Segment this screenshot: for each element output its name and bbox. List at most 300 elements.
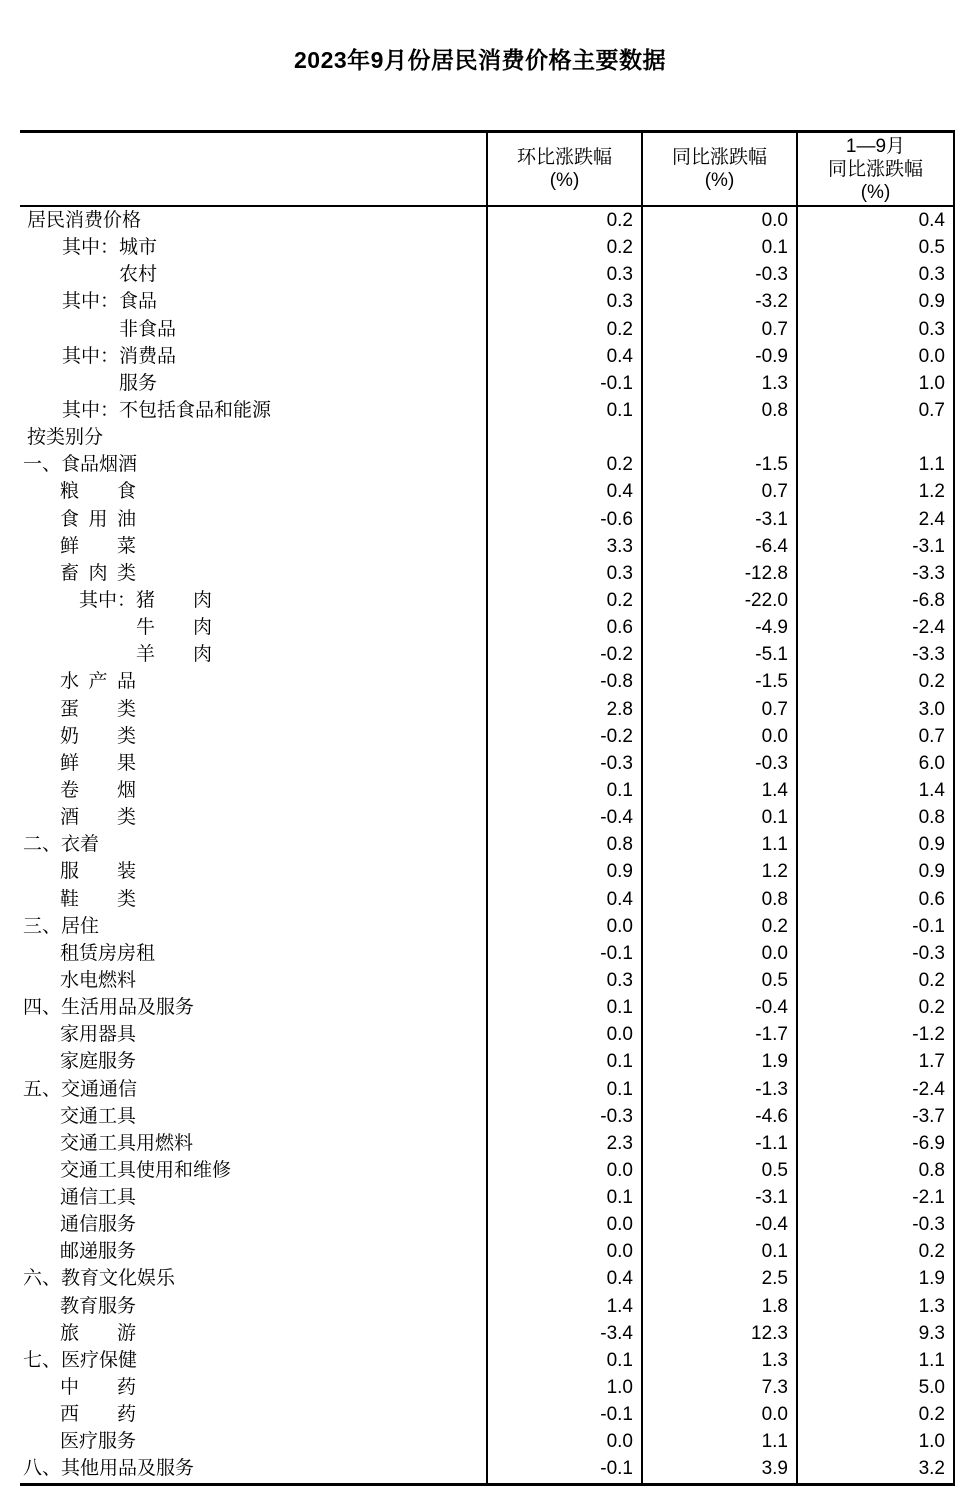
table-row <box>20 641 955 668</box>
table-row <box>20 1238 955 1265</box>
value-cell-ytd: -1.2 <box>796 1021 955 1048</box>
value-cell-yoy: -3.1 <box>641 1184 796 1211</box>
value-cell-mom: -0.1 <box>486 370 641 397</box>
table-row <box>20 994 955 1021</box>
row-label: 羊肉 <box>136 644 213 666</box>
table-row <box>20 1157 955 1184</box>
row-label-cell <box>20 994 486 1021</box>
value-cell-yoy: 0.0 <box>641 723 796 750</box>
row-label-cell <box>20 1374 486 1401</box>
value-cell-mom: 0.4 <box>486 343 641 370</box>
row-label-cell <box>20 343 486 370</box>
value-cell-mom: 2.8 <box>486 696 641 723</box>
value-cell-mom: -0.1 <box>486 1401 641 1428</box>
value-cell-yoy: -6.4 <box>641 533 796 560</box>
row-label: 通信工具 <box>60 1187 137 1209</box>
value-cell-ytd: 2.4 <box>796 506 955 533</box>
value-cell-yoy: -0.3 <box>641 261 796 288</box>
table-row <box>20 1211 955 1238</box>
row-label-cell <box>20 831 486 858</box>
value-cell-yoy: -1.3 <box>641 1076 796 1103</box>
header-mom-cell <box>486 133 641 205</box>
row-label: 按类别分 <box>27 427 104 449</box>
row-label: 农村 <box>119 264 158 286</box>
value-cell-yoy: -5.1 <box>641 641 796 668</box>
value-cell-yoy: -0.9 <box>641 343 796 370</box>
row-label-cell <box>20 804 486 831</box>
value-cell-ytd: 1.1 <box>796 451 955 478</box>
value-cell-ytd: -3.1 <box>796 533 955 560</box>
value-cell-yoy <box>641 424 796 451</box>
row-label-cell <box>20 288 486 315</box>
page-title: 2023年9月份居民消费价格主要数据 <box>294 47 666 73</box>
row-label: 粮食 <box>60 481 136 503</box>
value-cell-mom: 0.0 <box>486 1021 641 1048</box>
row-label-cell <box>20 1238 486 1265</box>
table-row <box>20 1320 955 1347</box>
header-ytd-line2: 同比涨跌幅 <box>827 158 923 180</box>
row-label: 水产品 <box>60 671 136 693</box>
value-cell-yoy: 12.3 <box>641 1320 796 1347</box>
row-label: 二、衣着 <box>23 834 100 856</box>
value-cell-mom: -0.8 <box>486 668 641 695</box>
value-cell-yoy: 3.9 <box>641 1455 796 1482</box>
row-label-cell <box>20 696 486 723</box>
value-cell-ytd: 1.4 <box>796 777 955 804</box>
table-row <box>20 234 955 261</box>
row-label: 卷烟 <box>60 779 136 801</box>
row-label: 七、医疗保健 <box>23 1349 138 1371</box>
row-label-cell <box>20 451 486 478</box>
row-label: 居民消费价格 <box>27 210 142 231</box>
value-cell-yoy: 0.0 <box>641 940 796 967</box>
row-label: 畜肉类 <box>60 562 136 584</box>
row-label: 食用油 <box>60 508 136 530</box>
value-cell-mom: -3.4 <box>486 1320 641 1347</box>
value-cell-mom: 0.2 <box>486 234 641 261</box>
row-label: 蛋类 <box>60 698 136 720</box>
value-cell-ytd: 3.2 <box>796 1455 955 1482</box>
row-label-cell <box>20 1130 486 1157</box>
value-cell-mom: 0.0 <box>486 1211 641 1238</box>
row-label: 四、生活用品及服务 <box>23 997 195 1019</box>
value-cell-ytd: -3.3 <box>796 560 955 587</box>
table-row <box>20 1076 955 1103</box>
value-cell-yoy: 1.3 <box>641 1347 796 1374</box>
table-row <box>20 1130 955 1157</box>
value-cell-mom: 0.3 <box>486 261 641 288</box>
row-label-cell <box>20 940 486 967</box>
row-label: 西药 <box>60 1404 136 1426</box>
table-row <box>20 316 955 343</box>
row-label: 交通工具用燃料 <box>60 1132 194 1154</box>
value-cell-yoy: 0.0 <box>641 207 796 234</box>
value-cell-yoy: 0.5 <box>641 967 796 994</box>
value-cell-yoy: 1.3 <box>641 370 796 397</box>
row-label: 六、教育文化娱乐 <box>23 1268 176 1290</box>
value-cell-yoy: 0.1 <box>641 804 796 831</box>
value-cell-mom: -0.4 <box>486 804 641 831</box>
row-label: 通信服务 <box>60 1214 137 1236</box>
row-label-cell <box>20 397 486 424</box>
value-cell-ytd: -3.7 <box>796 1103 955 1130</box>
table-row <box>20 913 955 940</box>
value-cell-ytd: 1.9 <box>796 1265 955 1292</box>
value-cell-mom: 0.4 <box>486 478 641 505</box>
row-label-cell <box>20 1428 486 1455</box>
row-label-cell <box>20 533 486 560</box>
value-cell-yoy: 0.2 <box>641 913 796 940</box>
table-row <box>20 451 955 478</box>
row-label-cell <box>20 967 486 994</box>
row-label-cell <box>20 1076 486 1103</box>
value-cell-mom: 0.0 <box>486 1157 641 1184</box>
row-label: 旅游 <box>60 1322 136 1344</box>
header-ytd-line3: (%) <box>860 181 891 203</box>
value-cell-mom <box>486 424 641 451</box>
row-label-cell <box>20 1157 486 1184</box>
table-row <box>20 1265 955 1292</box>
value-cell-yoy: 1.4 <box>641 777 796 804</box>
value-cell-ytd: 0.9 <box>796 288 955 315</box>
value-cell-ytd: 6.0 <box>796 750 955 777</box>
row-label-cell <box>20 1455 486 1482</box>
header-mom-line1: 环比涨跌幅 <box>516 147 612 168</box>
table-row <box>20 370 955 397</box>
value-cell-ytd: 0.2 <box>796 967 955 994</box>
row-label-cell <box>20 913 486 940</box>
value-cell-ytd: -2.4 <box>796 614 955 641</box>
value-cell-mom: 0.3 <box>486 560 641 587</box>
row-label-cell <box>20 641 486 668</box>
row-label-cell <box>20 1293 486 1320</box>
header-ytd-line1: 1—9月 <box>845 135 906 157</box>
row-label: 教育服务 <box>60 1295 137 1317</box>
row-label: 食品 <box>119 291 158 313</box>
value-cell-yoy: -1.5 <box>641 451 796 478</box>
row-label-cell <box>20 1320 486 1347</box>
row-label: 非食品 <box>119 318 177 340</box>
value-cell-yoy: 0.7 <box>641 478 796 505</box>
table-row <box>20 1401 955 1428</box>
row-label-cell <box>20 1265 486 1292</box>
row-label: 服务 <box>119 372 158 394</box>
value-cell-yoy: 2.5 <box>641 1265 796 1292</box>
table-header <box>20 133 955 207</box>
value-cell-mom: 0.1 <box>486 397 641 424</box>
row-label-cell <box>20 1103 486 1130</box>
value-cell-mom: 2.3 <box>486 1130 641 1157</box>
row-label-cell <box>20 506 486 533</box>
row-label-cell <box>20 261 486 288</box>
row-label-cell <box>20 587 486 614</box>
table-row <box>20 207 955 234</box>
value-cell-ytd: 0.2 <box>796 994 955 1021</box>
value-cell-ytd: -2.4 <box>796 1076 955 1103</box>
table-row <box>20 587 955 614</box>
value-cell-yoy: 0.7 <box>641 316 796 343</box>
row-label: 鲜果 <box>60 752 136 774</box>
row-label-cell <box>20 1021 486 1048</box>
table-row <box>20 1374 955 1401</box>
value-cell-ytd: 0.9 <box>796 831 955 858</box>
row-label-cell <box>20 886 486 913</box>
value-cell-mom: 0.0 <box>486 1238 641 1265</box>
value-cell-yoy: 0.8 <box>641 886 796 913</box>
row-label-cell <box>20 1347 486 1374</box>
row-label-prefix: 其中： <box>79 589 137 611</box>
value-cell-mom: -0.1 <box>486 1455 641 1482</box>
table-row <box>20 777 955 804</box>
value-cell-yoy: 1.1 <box>641 1428 796 1455</box>
header-yoy-line1: 同比涨跌幅 <box>671 147 767 168</box>
row-label: 城市 <box>119 237 158 259</box>
table-row <box>20 1347 955 1374</box>
value-cell-ytd: 0.3 <box>796 316 955 343</box>
value-cell-ytd: 1.1 <box>796 1347 955 1374</box>
value-cell-ytd: 0.7 <box>796 397 955 424</box>
value-cell-ytd: -0.3 <box>796 1211 955 1238</box>
value-cell-ytd: 0.7 <box>796 723 955 750</box>
table-body <box>20 207 955 1483</box>
value-cell-ytd: -6.8 <box>796 587 955 614</box>
value-cell-yoy: -12.8 <box>641 560 796 587</box>
value-cell-yoy: 7.3 <box>641 1374 796 1401</box>
value-cell-mom: 0.1 <box>486 1048 641 1075</box>
value-cell-ytd: -3.3 <box>796 641 955 668</box>
row-label-cell <box>20 207 486 234</box>
value-cell-mom: -0.2 <box>486 641 641 668</box>
value-cell-yoy: 0.0 <box>641 1401 796 1428</box>
table-row <box>20 261 955 288</box>
value-cell-yoy: 1.2 <box>641 858 796 885</box>
row-label-cell <box>20 234 486 261</box>
value-cell-ytd: 0.8 <box>796 804 955 831</box>
value-cell-ytd: 0.0 <box>796 343 955 370</box>
table-row <box>20 831 955 858</box>
value-cell-ytd: 1.3 <box>796 1293 955 1320</box>
value-cell-mom: 0.2 <box>486 316 641 343</box>
header-ytd-cell <box>796 133 955 205</box>
header-yoy-cell <box>641 133 796 205</box>
row-label: 水电燃料 <box>60 969 137 991</box>
row-label-cell <box>20 750 486 777</box>
row-label: 不包括食品和能源 <box>119 399 272 421</box>
header-mom-line2: (%) <box>549 170 580 191</box>
value-cell-mom: 0.6 <box>486 614 641 641</box>
value-cell-ytd: 1.2 <box>796 478 955 505</box>
value-cell-mom: 0.1 <box>486 1184 641 1211</box>
table-row <box>20 424 955 451</box>
value-cell-mom: 0.9 <box>486 858 641 885</box>
row-label: 猪肉 <box>136 589 213 611</box>
row-label-prefix: 其中： <box>62 291 120 313</box>
value-cell-ytd: 0.2 <box>796 668 955 695</box>
table-row <box>20 940 955 967</box>
value-cell-mom: 0.0 <box>486 913 641 940</box>
table-row <box>20 1048 955 1075</box>
value-cell-ytd <box>796 424 955 451</box>
table-row <box>20 886 955 913</box>
row-label: 奶类 <box>60 725 136 747</box>
table-row <box>20 506 955 533</box>
row-label: 八、其他用品及服务 <box>23 1458 195 1480</box>
value-cell-mom: 0.0 <box>486 1428 641 1455</box>
value-cell-mom: 0.1 <box>486 1347 641 1374</box>
row-label: 家庭服务 <box>60 1051 137 1073</box>
value-cell-mom: 1.0 <box>486 1374 641 1401</box>
table-row <box>20 397 955 424</box>
value-cell-ytd: 0.3 <box>796 261 955 288</box>
value-cell-mom: 0.1 <box>486 1076 641 1103</box>
row-label-cell <box>20 560 486 587</box>
value-cell-mom: -0.2 <box>486 723 641 750</box>
value-cell-ytd: 0.9 <box>796 858 955 885</box>
row-label: 服装 <box>60 861 136 883</box>
row-label-cell <box>20 858 486 885</box>
value-cell-ytd: 1.0 <box>796 370 955 397</box>
row-label: 交通工具使用和维修 <box>60 1159 232 1181</box>
row-label: 三、居住 <box>23 915 100 937</box>
value-cell-ytd: 3.0 <box>796 696 955 723</box>
row-label-cell <box>20 614 486 641</box>
value-cell-ytd: 0.5 <box>796 234 955 261</box>
table-row <box>20 668 955 695</box>
row-label: 消费品 <box>119 345 177 367</box>
row-label: 鲜菜 <box>60 535 136 557</box>
row-label-cell <box>20 723 486 750</box>
value-cell-yoy: -4.6 <box>641 1103 796 1130</box>
value-cell-mom: 0.4 <box>486 1265 641 1292</box>
header-yoy-line2: (%) <box>704 170 735 191</box>
table-row <box>20 533 955 560</box>
value-cell-yoy: 1.9 <box>641 1048 796 1075</box>
table-row <box>20 1184 955 1211</box>
value-cell-yoy: 0.1 <box>641 1238 796 1265</box>
table-row <box>20 723 955 750</box>
value-cell-mom: 1.4 <box>486 1293 641 1320</box>
row-label-cell <box>20 370 486 397</box>
value-cell-yoy: -0.3 <box>641 750 796 777</box>
row-label: 酒类 <box>60 807 136 829</box>
value-cell-ytd: 9.3 <box>796 1320 955 1347</box>
row-label-prefix: 其中： <box>62 399 120 421</box>
value-cell-yoy: -0.4 <box>641 1211 796 1238</box>
value-cell-mom: 3.3 <box>486 533 641 560</box>
value-cell-ytd: 5.0 <box>796 1374 955 1401</box>
value-cell-yoy: -1.7 <box>641 1021 796 1048</box>
value-cell-yoy: -22.0 <box>641 587 796 614</box>
table-row <box>20 343 955 370</box>
row-label-cell <box>20 1048 486 1075</box>
table-row <box>20 1293 955 1320</box>
value-cell-yoy: -1.1 <box>641 1130 796 1157</box>
row-label-cell <box>20 316 486 343</box>
row-label-cell <box>20 668 486 695</box>
value-cell-mom: 0.8 <box>486 831 641 858</box>
value-cell-mom: 0.1 <box>486 777 641 804</box>
table-row <box>20 1021 955 1048</box>
value-cell-mom: -0.3 <box>486 1103 641 1130</box>
table-row <box>20 1103 955 1130</box>
row-label-cell <box>20 1211 486 1238</box>
row-label: 医疗服务 <box>60 1431 137 1453</box>
row-label: 一、食品烟酒 <box>23 454 138 476</box>
row-label: 鞋类 <box>60 888 136 910</box>
value-cell-yoy: 0.7 <box>641 696 796 723</box>
value-cell-mom: 0.2 <box>486 207 641 234</box>
value-cell-yoy: 1.8 <box>641 1293 796 1320</box>
table-row <box>20 478 955 505</box>
value-cell-mom: 0.3 <box>486 967 641 994</box>
value-cell-ytd: -0.1 <box>796 913 955 940</box>
value-cell-ytd: -2.1 <box>796 1184 955 1211</box>
row-label: 邮递服务 <box>60 1241 137 1263</box>
row-label-prefix: 其中： <box>62 237 120 259</box>
table-row <box>20 614 955 641</box>
value-cell-mom: -0.1 <box>486 940 641 967</box>
value-cell-mom: 0.4 <box>486 886 641 913</box>
row-label-prefix: 其中： <box>62 345 120 367</box>
value-cell-mom: 0.1 <box>486 994 641 1021</box>
row-label: 中药 <box>60 1377 136 1399</box>
table-row <box>20 858 955 885</box>
cpi-data-table <box>20 130 955 1486</box>
value-cell-yoy: -0.4 <box>641 994 796 1021</box>
value-cell-mom: 0.2 <box>486 451 641 478</box>
row-label: 牛肉 <box>136 617 213 639</box>
table-row <box>20 1428 955 1455</box>
value-cell-ytd: -6.9 <box>796 1130 955 1157</box>
value-cell-yoy: 1.1 <box>641 831 796 858</box>
value-cell-yoy: -3.1 <box>641 506 796 533</box>
value-cell-mom: 0.3 <box>486 288 641 315</box>
value-cell-yoy: -1.5 <box>641 668 796 695</box>
row-label: 租赁房房租 <box>60 942 156 964</box>
row-label-cell <box>20 777 486 804</box>
value-cell-ytd: 0.2 <box>796 1238 955 1265</box>
value-cell-ytd: 1.0 <box>796 1428 955 1455</box>
table-row <box>20 560 955 587</box>
value-cell-ytd: 0.8 <box>796 1157 955 1184</box>
row-label-cell <box>20 424 486 451</box>
value-cell-yoy: -4.9 <box>641 614 796 641</box>
table-row <box>20 967 955 994</box>
row-label-cell <box>20 478 486 505</box>
row-label: 家用器具 <box>60 1024 137 1046</box>
row-label-cell <box>20 1184 486 1211</box>
value-cell-yoy: 0.8 <box>641 397 796 424</box>
value-cell-yoy: -3.2 <box>641 288 796 315</box>
table-row <box>20 1455 955 1482</box>
row-label-cell <box>20 1401 486 1428</box>
value-cell-ytd: -0.3 <box>796 940 955 967</box>
table-row <box>20 288 955 315</box>
header-empty-cell <box>20 133 486 205</box>
value-cell-mom: -0.3 <box>486 750 641 777</box>
table-row <box>20 750 955 777</box>
row-label: 交通工具 <box>60 1105 137 1127</box>
table-row <box>20 804 955 831</box>
table-row <box>20 696 955 723</box>
value-cell-ytd: 0.4 <box>796 207 955 234</box>
value-cell-mom: -0.6 <box>486 506 641 533</box>
row-label: 五、交通通信 <box>23 1078 138 1100</box>
value-cell-ytd: 1.7 <box>796 1048 955 1075</box>
value-cell-ytd: 0.2 <box>796 1401 955 1428</box>
value-cell-yoy: 0.1 <box>641 234 796 261</box>
value-cell-yoy: 0.5 <box>641 1157 796 1184</box>
